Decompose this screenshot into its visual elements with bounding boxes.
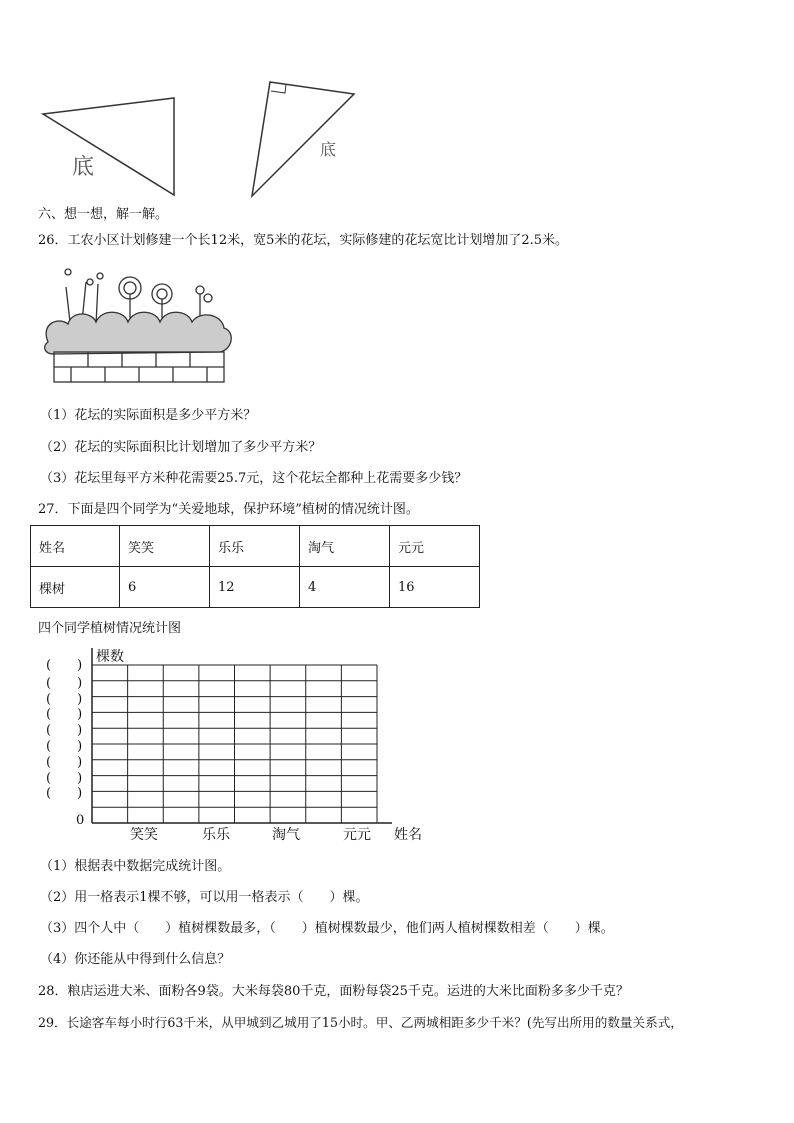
y-tick-placeholder: ( ) (46, 691, 83, 707)
y-tick-placeholder: ( ) (46, 770, 83, 786)
left-triangle-base-label: 底 (72, 155, 95, 180)
chart-origin-label: 0 (76, 813, 85, 828)
question-27-sub1: （1）根据表中数据完成统计图。 (40, 859, 231, 874)
chart-x-tick-label: 淘气 (272, 827, 300, 843)
question-27: 27．下面是四个同学为“关爱地球，保护环境”植树的情况统计图。 (38, 502, 419, 517)
table-cell: 16 (390, 567, 480, 608)
table-header-cell: 元元 (390, 526, 480, 567)
table-cell: 棵树 (31, 567, 120, 608)
question-26-sub2: （2）花坛的实际面积比计划增加了多少平方米？ (40, 440, 322, 455)
table-header-cell: 乐乐 (210, 526, 300, 567)
section-title: 六、想一想，解一解。 (38, 207, 169, 222)
question-26-sub1: （1）花坛的实际面积是多少平方米？ (40, 408, 257, 423)
chart-ylabel: 棵数 (96, 649, 124, 665)
table-header-cell: 笑笑 (120, 526, 210, 567)
y-tick-placeholder: ( ) (46, 754, 83, 770)
y-tick-placeholder: ( ) (46, 675, 83, 691)
chart-xlabel: 姓名 (394, 827, 422, 843)
question-27-sub4: （4）你还能从中得到什么信息？ (40, 952, 231, 967)
chart-title: 四个同学植树情况统计图 (38, 621, 182, 636)
chart-x-tick-label: 笑笑 (130, 827, 158, 843)
question-27-sub3: （3）四个人中（ ）植树棵数最多，（ ）植树棵数最少，他们两人植树棵数相差（ ）棵。 (40, 921, 614, 936)
question-29: 29．长途客车每小时行63千米，从甲城到乙城用了15小时。甲、乙两城相距多少千米？(先写出所用的数量关系式， (38, 1015, 683, 1030)
question-27-sub2: （2）用一格表示1棵不够，可以用一格表示（ ）棵。 (40, 890, 369, 905)
table-header-cell: 姓名 (31, 526, 120, 567)
table-cell: 6 (120, 567, 210, 608)
table-cell: 4 (300, 567, 390, 608)
right-triangle-base-label: 底 (320, 140, 337, 159)
question-26-sub3: （3）花坛里每平方米种花需要25.7元，这个花坛全都种上花需要多少钱？ (40, 471, 468, 486)
question-26: 26．工农小区计划修建一个长12米，宽5米的花坛，实际修建的花坛宽比计划增加了2.5米。 (38, 233, 569, 248)
y-tick-placeholder: ( ) (46, 723, 83, 739)
y-tick-placeholder: ( ) (46, 739, 83, 754)
y-tick-placeholder: ( ) (46, 707, 83, 723)
table-header-cell: 淘气 (300, 526, 390, 567)
y-tick-placeholder: ( ) (46, 658, 83, 673)
table-cell: 12 (210, 567, 300, 608)
chart-x-tick-label: 乐乐 (202, 827, 230, 843)
chart-x-tick-label: 元元 (343, 827, 371, 843)
question-28: 28．粮店运进大米、面粉各9袋。大米每袋80千克，面粉每袋25千克。运进的大米比面粉多多少千克？ (38, 984, 629, 999)
y-tick-placeholder: ( ) (46, 786, 83, 802)
